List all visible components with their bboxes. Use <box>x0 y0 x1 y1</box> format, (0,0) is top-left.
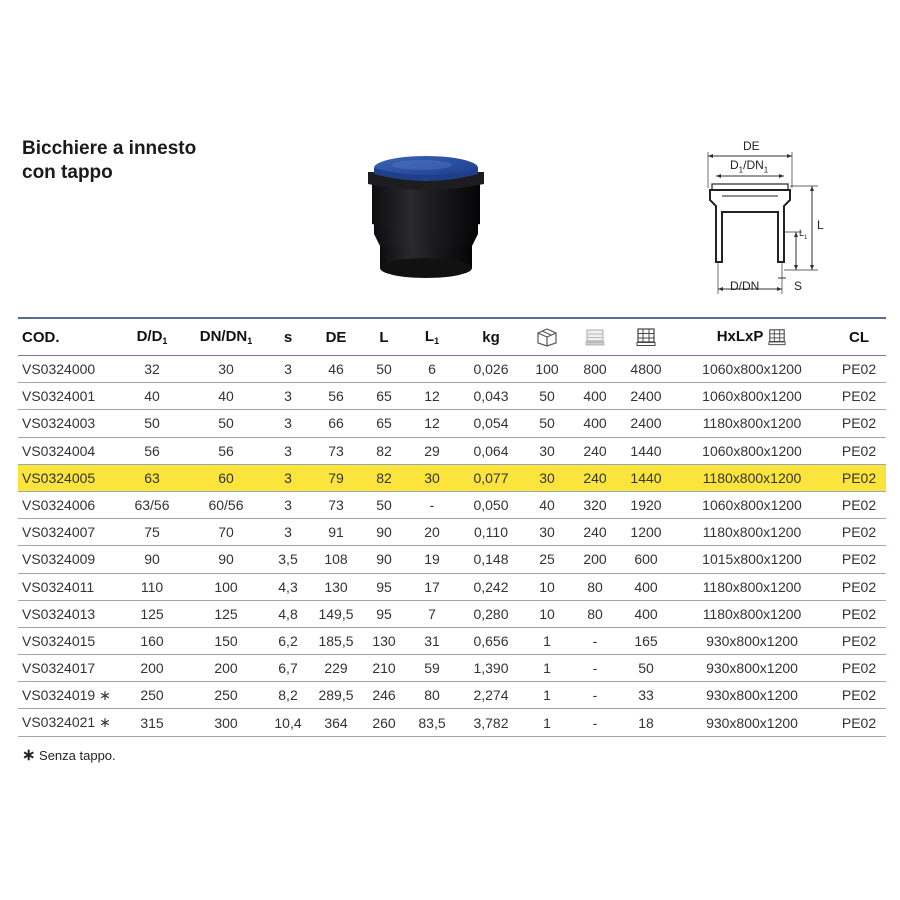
cell-kg: 0,077 <box>458 464 524 491</box>
cell-d: 63 <box>118 464 186 491</box>
cell-s: 3 <box>266 491 310 518</box>
table-row <box>18 519 886 546</box>
cell-cl: PE02 <box>832 573 886 600</box>
cell-q1: 1 <box>524 655 570 682</box>
cell-de: 185,5 <box>310 627 362 654</box>
cell-code: VS0324013 <box>18 600 118 627</box>
cell-cl: PE02 <box>832 437 886 464</box>
label-l: L <box>817 218 824 232</box>
cell-code: VS0324007 <box>18 519 118 546</box>
cell-q2: 200 <box>570 546 620 573</box>
cell-l: 65 <box>362 410 406 437</box>
cell-l1: 83,5 <box>406 709 458 736</box>
cell-dim: 930x800x1200 <box>672 627 832 654</box>
table-row <box>18 709 886 736</box>
cell-kg: 0,280 <box>458 600 524 627</box>
cell-l: 50 <box>362 491 406 518</box>
cell-dim: 1180x800x1200 <box>672 464 832 491</box>
table-row <box>18 655 886 682</box>
cell-q3: 600 <box>620 546 672 573</box>
cell-s: 3 <box>266 519 310 546</box>
cell-kg: 0,656 <box>458 627 524 654</box>
cell-dn: 300 <box>186 709 266 736</box>
cell-q2: - <box>570 655 620 682</box>
cell-dim: 930x800x1200 <box>672 655 832 682</box>
footnote-text: Senza tappo. <box>39 748 116 763</box>
product-title <box>22 137 196 185</box>
title-line-1: Bicchiere a innesto <box>22 138 197 159</box>
cell-s: 6,7 <box>266 655 310 682</box>
cell-q3: 400 <box>620 573 672 600</box>
cell-dn: 200 <box>186 655 266 682</box>
cell-kg: 0,026 <box>458 356 524 383</box>
cell-kg: 0,148 <box>458 546 524 573</box>
cell-q2: 800 <box>570 356 620 383</box>
cell-dim: 1060x800x1200 <box>672 437 832 464</box>
pallet-large-icon <box>620 318 672 356</box>
cell-q3: 1440 <box>620 437 672 464</box>
cell-d: 32 <box>118 356 186 383</box>
cell-q1: 30 <box>524 464 570 491</box>
cell-kg: 1,390 <box>458 655 524 682</box>
cell-l: 95 <box>362 600 406 627</box>
cell-s: 4,3 <box>266 573 310 600</box>
cell-l1: 30 <box>406 464 458 491</box>
cell-dim: 1060x800x1200 <box>672 383 832 410</box>
header-l: L <box>362 318 406 356</box>
cell-cl: PE02 <box>832 600 886 627</box>
cell-l: 65 <box>362 383 406 410</box>
cell-de: 56 <box>310 383 362 410</box>
cell-cl: PE02 <box>832 546 886 573</box>
cell-q2: 240 <box>570 464 620 491</box>
cell-d: 125 <box>118 600 186 627</box>
cell-code: VS0324009 <box>18 546 118 573</box>
cell-q1: 1 <box>524 627 570 654</box>
cell-de: 66 <box>310 410 362 437</box>
cell-q1: 30 <box>524 519 570 546</box>
cell-q1: 1 <box>524 682 570 709</box>
cell-code: VS0324019 ∗ <box>18 682 118 709</box>
cell-cl: PE02 <box>832 410 886 437</box>
pallet-dimension-icon <box>767 328 787 346</box>
cell-d: 63/56 <box>118 491 186 518</box>
cell-code: VS0324005 <box>18 464 118 491</box>
table-row <box>18 491 886 518</box>
cell-code: VS0324017 <box>18 655 118 682</box>
cell-l1: 17 <box>406 573 458 600</box>
label-de: DE <box>743 139 760 153</box>
cell-kg: 0,054 <box>458 410 524 437</box>
cell-kg: 0,110 <box>458 519 524 546</box>
cell-d: 40 <box>118 383 186 410</box>
cell-cl: PE02 <box>832 356 886 383</box>
cell-q3: 1440 <box>620 464 672 491</box>
cell-d: 75 <box>118 519 186 546</box>
cell-de: 46 <box>310 356 362 383</box>
cell-l: 90 <box>362 546 406 573</box>
cell-dim: 930x800x1200 <box>672 709 832 736</box>
cell-q1: 40 <box>524 491 570 518</box>
cell-q2: 400 <box>570 410 620 437</box>
cell-q2: - <box>570 709 620 736</box>
cell-q2: - <box>570 682 620 709</box>
cell-l1: 12 <box>406 410 458 437</box>
cell-code: VS0324003 <box>18 410 118 437</box>
cell-dim: 1180x800x1200 <box>672 600 832 627</box>
header-s: s <box>266 318 310 356</box>
header-de: DE <box>310 318 362 356</box>
cell-s: 8,2 <box>266 682 310 709</box>
label-l1: $L_1$ <box>799 228 808 241</box>
cell-dn: 40 <box>186 383 266 410</box>
cell-q3: 1200 <box>620 519 672 546</box>
cell-kg: 0,064 <box>458 437 524 464</box>
footnote-star: ∗ <box>22 747 36 764</box>
cell-de: 108 <box>310 546 362 573</box>
cell-dim: 1180x800x1200 <box>672 573 832 600</box>
cell-q3: 50 <box>620 655 672 682</box>
spec-table <box>18 317 886 737</box>
cell-s: 3,5 <box>266 546 310 573</box>
cell-l1: 80 <box>406 682 458 709</box>
cell-s: 6,2 <box>266 627 310 654</box>
cell-cl: PE02 <box>832 655 886 682</box>
cell-q1: 100 <box>524 356 570 383</box>
label-s: S <box>794 279 803 293</box>
cell-code: VS0324021 ∗ <box>18 709 118 736</box>
cell-q1: 10 <box>524 600 570 627</box>
cell-q3: 18 <box>620 709 672 736</box>
cell-dn: 90 <box>186 546 266 573</box>
cell-l: 95 <box>362 573 406 600</box>
cell-cl: PE02 <box>832 682 886 709</box>
cell-code: VS0324011 <box>18 573 118 600</box>
cell-de: 229 <box>310 655 362 682</box>
cell-l: 246 <box>362 682 406 709</box>
technical-drawing <box>688 138 848 300</box>
table-row <box>18 410 886 437</box>
cell-de: 130 <box>310 573 362 600</box>
table-row <box>18 383 886 410</box>
cell-l1: 29 <box>406 437 458 464</box>
table-row <box>18 437 886 464</box>
cell-l1: 20 <box>406 519 458 546</box>
cell-d: 90 <box>118 546 186 573</box>
cell-cl: PE02 <box>832 519 886 546</box>
box-icon <box>524 318 570 356</box>
product-image <box>362 150 490 290</box>
table-row <box>18 682 886 709</box>
cell-q1: 1 <box>524 709 570 736</box>
cell-code: VS0324004 <box>18 437 118 464</box>
cell-de: 149,5 <box>310 600 362 627</box>
cell-kg: 0,050 <box>458 491 524 518</box>
cell-cl: PE02 <box>832 627 886 654</box>
table-header-row <box>18 318 886 356</box>
cell-l1: 59 <box>406 655 458 682</box>
cell-q2: 80 <box>570 600 620 627</box>
cell-q3: 165 <box>620 627 672 654</box>
table-row <box>18 573 886 600</box>
cell-q2: 320 <box>570 491 620 518</box>
cell-de: 289,5 <box>310 682 362 709</box>
cell-q3: 1920 <box>620 491 672 518</box>
cell-dn: 60/56 <box>186 491 266 518</box>
cell-dn: 150 <box>186 627 266 654</box>
cell-l: 82 <box>362 437 406 464</box>
table-row <box>18 464 886 491</box>
header-kg: kg <box>458 318 524 356</box>
cell-q1: 50 <box>524 410 570 437</box>
table-row <box>18 627 886 654</box>
cell-q1: 50 <box>524 383 570 410</box>
cell-s: 10,4 <box>266 709 310 736</box>
cell-dn: 250 <box>186 682 266 709</box>
cell-de: 73 <box>310 437 362 464</box>
pallet-small-icon <box>570 318 620 356</box>
footnote <box>22 745 116 765</box>
cell-l: 82 <box>362 464 406 491</box>
cell-cl: PE02 <box>832 491 886 518</box>
cell-l1: 7 <box>406 600 458 627</box>
cell-q1: 30 <box>524 437 570 464</box>
cell-l: 50 <box>362 356 406 383</box>
cell-q3: 4800 <box>620 356 672 383</box>
cell-q3: 2400 <box>620 383 672 410</box>
cell-de: 91 <box>310 519 362 546</box>
cell-code: VS0324006 <box>18 491 118 518</box>
cell-s: 3 <box>266 464 310 491</box>
table-row <box>18 356 886 383</box>
cell-q2: 240 <box>570 437 620 464</box>
cell-q2: 80 <box>570 573 620 600</box>
cell-dn: 30 <box>186 356 266 383</box>
cell-l: 130 <box>362 627 406 654</box>
cell-kg: 0,242 <box>458 573 524 600</box>
cell-dn: 56 <box>186 437 266 464</box>
cell-cl: PE02 <box>832 464 886 491</box>
cell-de: 364 <box>310 709 362 736</box>
cell-code: VS0324015 <box>18 627 118 654</box>
table-row <box>18 600 886 627</box>
cell-dn: 60 <box>186 464 266 491</box>
cell-q3: 400 <box>620 600 672 627</box>
label-d-dn: D/DN <box>730 279 760 293</box>
cell-de: 79 <box>310 464 362 491</box>
cell-d: 250 <box>118 682 186 709</box>
header-hxlxp: HxLxP <box>672 318 832 356</box>
cell-kg: 0,043 <box>458 383 524 410</box>
cell-s: 4,8 <box>266 600 310 627</box>
cell-d: 110 <box>118 573 186 600</box>
cell-l: 90 <box>362 519 406 546</box>
cell-q3: 2400 <box>620 410 672 437</box>
cell-dn: 100 <box>186 573 266 600</box>
cell-dim: 1015x800x1200 <box>672 546 832 573</box>
cell-l1: - <box>406 491 458 518</box>
cell-d: 200 <box>118 655 186 682</box>
cell-dn: 50 <box>186 410 266 437</box>
cell-s: 3 <box>266 410 310 437</box>
header-d-d1: $D/D_1$ <box>118 318 186 356</box>
cell-q2: 400 <box>570 383 620 410</box>
cell-s: 3 <box>266 437 310 464</box>
cell-dn: 125 <box>186 600 266 627</box>
cell-code: VS0324000 <box>18 356 118 383</box>
cell-d: 160 <box>118 627 186 654</box>
cell-dim: 1060x800x1200 <box>672 491 832 518</box>
cell-kg: 3,782 <box>458 709 524 736</box>
header-cl: CL <box>832 318 886 356</box>
cell-q2: 240 <box>570 519 620 546</box>
cell-dim: 1060x800x1200 <box>672 356 832 383</box>
cell-l: 210 <box>362 655 406 682</box>
cell-d: 50 <box>118 410 186 437</box>
cell-s: 3 <box>266 356 310 383</box>
cell-de: 73 <box>310 491 362 518</box>
cell-l1: 12 <box>406 383 458 410</box>
cell-q3: 33 <box>620 682 672 709</box>
cell-l1: 31 <box>406 627 458 654</box>
cell-dim: 930x800x1200 <box>672 682 832 709</box>
cell-l: 260 <box>362 709 406 736</box>
header-code: COD. <box>18 318 118 356</box>
cell-q2: - <box>570 627 620 654</box>
cell-code: VS0324001 <box>18 383 118 410</box>
cell-dim: 1180x800x1200 <box>672 519 832 546</box>
header-l1: $L_1$ <box>406 318 458 356</box>
cell-q1: 25 <box>524 546 570 573</box>
cell-l1: 6 <box>406 356 458 383</box>
cell-d: 315 <box>118 709 186 736</box>
table-row <box>18 546 886 573</box>
cell-dim: 1180x800x1200 <box>672 410 832 437</box>
cell-cl: PE02 <box>832 709 886 736</box>
header-dn-dn1: $DN/DN_1$ <box>186 318 266 356</box>
cell-dn: 70 <box>186 519 266 546</box>
cell-cl: PE02 <box>832 383 886 410</box>
cell-q1: 10 <box>524 573 570 600</box>
cell-d: 56 <box>118 437 186 464</box>
cell-s: 3 <box>266 383 310 410</box>
cell-kg: 2,274 <box>458 682 524 709</box>
title-line-2: con tappo <box>22 162 113 183</box>
cell-l1: 19 <box>406 546 458 573</box>
label-d1-dn1: $D_1/DN_1$ <box>730 158 769 175</box>
